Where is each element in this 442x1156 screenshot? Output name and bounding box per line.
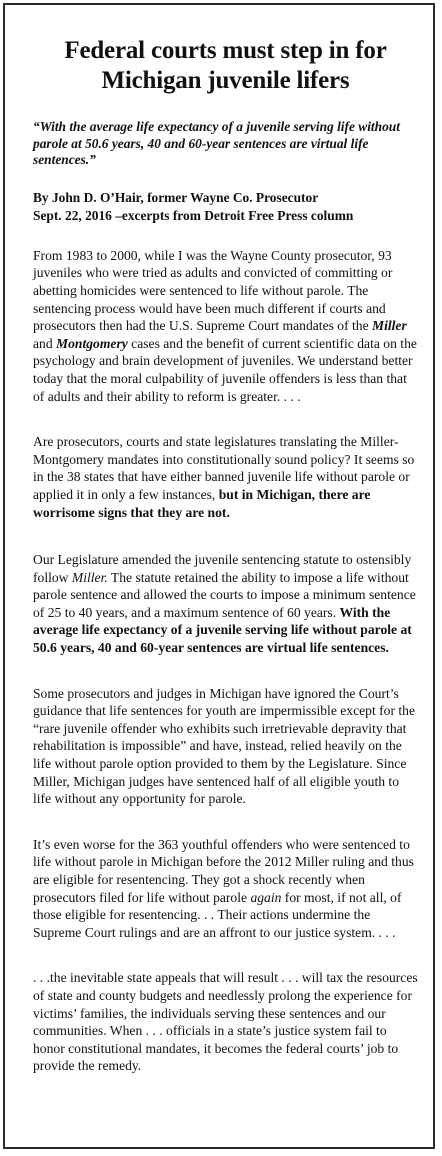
paragraph-3-text-a: Our Legislature amended the juvenile sentencing statute to ostensibly follow: [33, 552, 412, 585]
byline-author: By John D. O’Hair, former Wayne Co. Prosecutor: [33, 189, 319, 205]
paragraph-3-emphasis: With the average life expectancy of a juvenile serving life without parole at 50.6 years, 40 and 60-year sentences are virtual life sentences.: [33, 604, 412, 656]
paragraph-5-text-c: for most, if not all, of those eligible for resentencing. . . Their actions undermine the Supreme Court rulings and are an affront to our justice system. . . .: [33, 889, 402, 940]
paragraph-2: [33, 433, 418, 521]
paragraph-4: Some prosecutors and judges in Michigan have ignored the Court’s guidance that life sentences for youth are impermissible except for the “rare juvenile offender who exhibits such irretrievable depravity that rehabilitation is impossible” and have, instead, relied heavily on the life without parole option provided to them by the Legislature. Since Miller, Michigan judges have sentenced half of all eligible youth to life without any opportunity for parole.: [33, 685, 415, 807]
paragraph-5: [33, 836, 418, 942]
paragraph-3-text-c: The statute retained the ability to impose a life without parole sentence and allowed the courts to impose a minimum sentence of 25 to 40 years, and a maximum sentence of 60 years.: [33, 569, 416, 620]
pull-quote: “With the average life expectancy of a juvenile serving life without parole at 50.6 years, 40 and 60-year sentences are virtual life sentences.”: [33, 119, 400, 168]
paragraph-2-text-a: Are prosecutors, courts and state legislatures translating the Miller-Montgomery mandates into constitutionally sound policy? It seems so in the 38 states that have either banned juvenile life without parole or applied it in only a few instances,: [33, 434, 415, 502]
article-title: Federal courts must step in for Michigan juvenile lifers: [64, 37, 387, 94]
paragraph-1: [33, 247, 418, 405]
article: [33, 36, 418, 1075]
paragraph-5-italic-again: again: [250, 889, 282, 905]
paragraph-5-text-a: It’s even worse for the 363 youthful offenders who were sentenced to life without parole in Michigan before the 2012 Miller ruling and thus are eligible for resentencing. They got a shock recently when prosecutors filed for life without parole: [33, 836, 414, 905]
case-name-miller-italic: Miller.: [71, 569, 108, 585]
paragraph-3: [33, 551, 418, 657]
paragraph-1-text-c: and: [33, 335, 57, 351]
paragraph-1-text-e: cases and the benefit of current scientific data on the psychology and brain development of juveniles. We understand better today that the moral culpability of juvenile offenders is less than that of adults and their ability to reform is greater. . . .: [33, 335, 417, 404]
paragraph-2-emphasis: but in Michigan, there are worrisome signs that they are not.: [33, 486, 371, 520]
case-name-montgomery: Montgomery: [56, 335, 128, 351]
byline-dateline: Sept. 22, 2016 –excerpts from Detroit Free Press column: [33, 207, 354, 223]
paragraph-1-text-a: From 1983 to 2000, while I was the Wayne County prosecutor, 93 juveniles who were tried as adults and convicted of committing or abetting homicides were sentenced to life without parole. The sentencing process would have been much different if courts and prosecutors then had the U.S. Supreme Court mandates of the: [33, 247, 393, 334]
case-name-miller: Miller: [372, 318, 407, 334]
paragraph-6: . . .the inevitable state appeals that will result . . . will tax the resources of state and county budgets and needlessly prolong the experience for victims’ families, the individuals serving these sentences and our communities. When . . . officials in a state’s justice system fail to honor constitutional mandates, it becomes the federal courts’ job to provide the remedy.: [33, 970, 418, 1074]
byline: [33, 189, 418, 225]
